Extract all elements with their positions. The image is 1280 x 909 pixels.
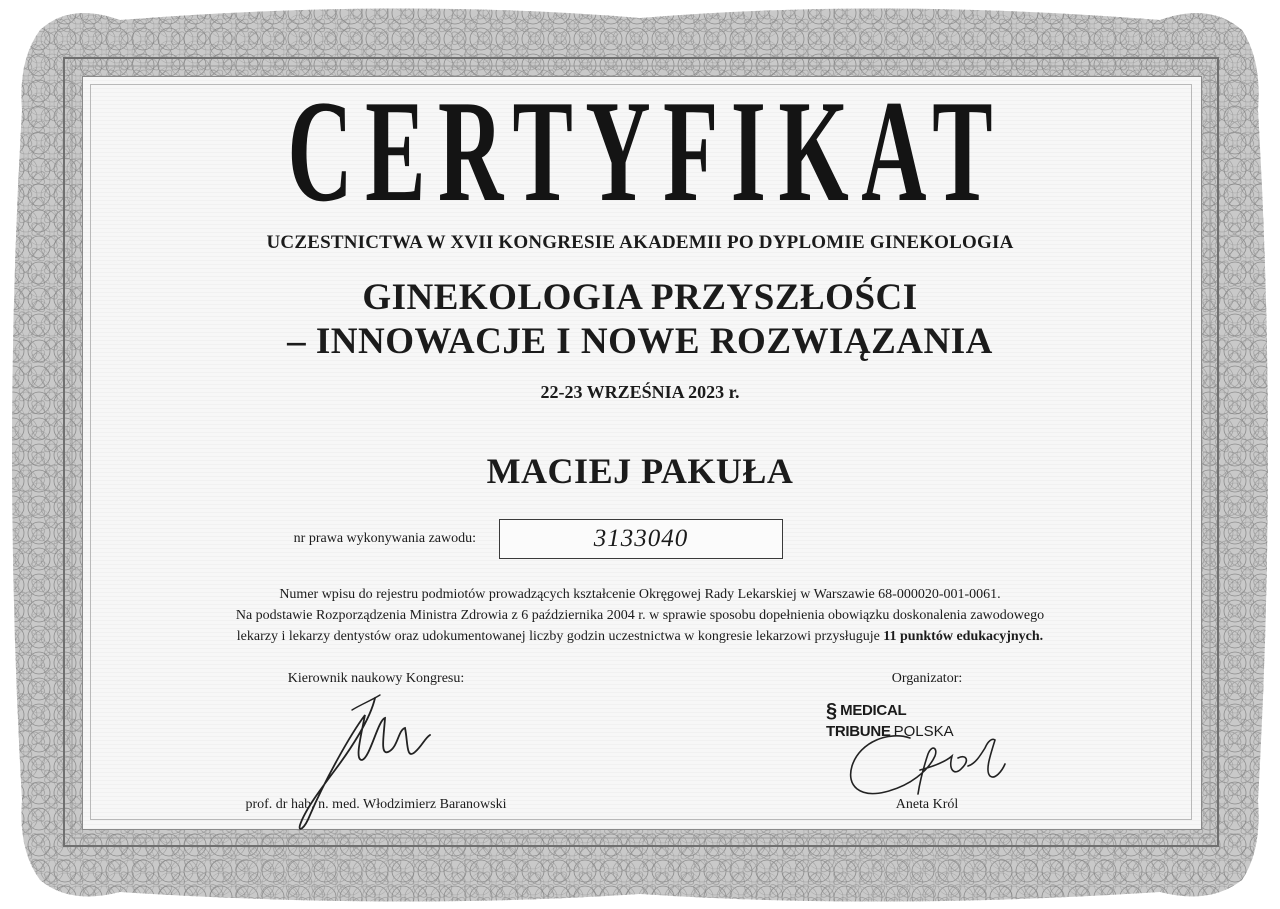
- scientific-director-name: prof. dr hab. n. med. Włodzimierz Baranowski: [245, 797, 507, 812]
- info-line-2: Na podstawie Rozporządzenia Ministra Zdrowia z 6 października 2004 r. w sprawie sposobu dopełnienia obowiązku doskonalenia zawodowego: [235, 608, 1045, 623]
- medical-tribune-logo: [826, 700, 1036, 740]
- medical-tribune-logo-icon: §: [826, 700, 838, 722]
- license-label: nr prawa wykonywania zawodu:: [293, 531, 476, 546]
- scientific-director-label: Kierownik naukowy Kongresu:: [287, 671, 465, 686]
- certificate-subtitle: UCZESTNICTWA W XVII KONGRESIE AKADEMII PO DYPLOMIE GINEKOLOGIA: [266, 232, 1014, 253]
- license-number: 3133040: [593, 525, 689, 552]
- organizer-name: Aneta Król: [895, 797, 959, 812]
- license-number-field: [499, 519, 783, 559]
- event-title-line-1: GINEKOLOGIA PRZYSZŁOŚCI: [362, 277, 918, 318]
- education-points: 11 punktów edukacyjnych.: [883, 629, 1044, 644]
- event-title: [0, 276, 1280, 364]
- logo-brand-text: MEDICAL TRIBUNE: [826, 702, 907, 740]
- info-line-3-text: lekarzy i lekarzy dentystów oraz udokumentowanej liczby godzin uczestnictwa w kongresie lekarzowi przysługuje: [236, 629, 880, 644]
- participant-name: MACIEJ PAKUŁA: [486, 451, 794, 491]
- event-dates: 22-23 WRZEŚNIA 2023 r.: [540, 382, 740, 402]
- organizer-signature: [840, 726, 1015, 806]
- info-line-3: [0, 626, 1280, 647]
- info-line-1: Numer wpisu do rejestru podmiotów prowadzących kształcenie Okręgowej Rady Lekarskiej w Warszawie 68-000020-001-0061.: [279, 587, 1001, 602]
- certificate-title: CERTYFIKAT: [287, 70, 1006, 232]
- logo-country-text: POLSKA: [893, 723, 954, 740]
- scientific-director-signature: [280, 680, 450, 840]
- accreditation-info: [0, 584, 1280, 647]
- organizer-label: Organizator:: [891, 671, 963, 686]
- event-title-line-2: – INNOWACJE I NOWE ROZWIĄZANIA: [287, 321, 993, 362]
